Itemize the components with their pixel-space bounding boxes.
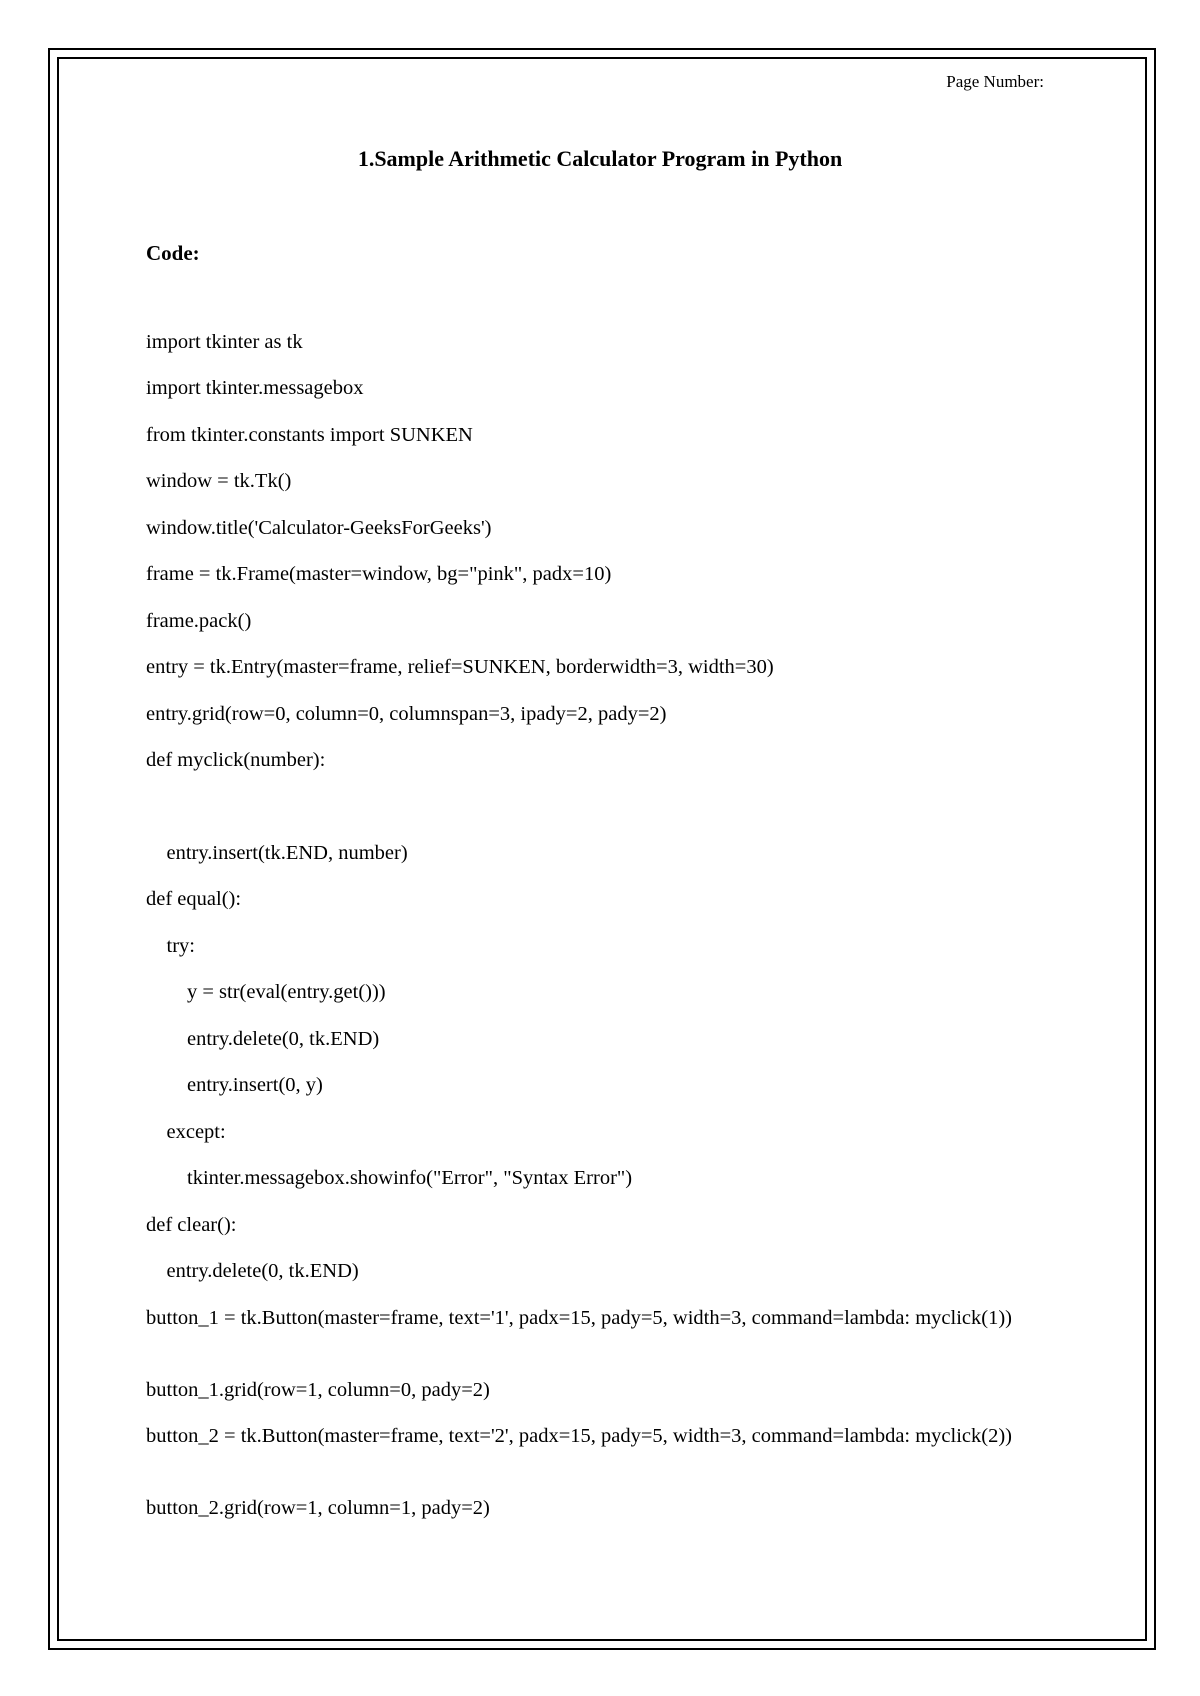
code-line: window = tk.Tk() (146, 470, 292, 492)
code-line: import tkinter as tk (146, 331, 303, 353)
page-number-label: Page Number: (946, 72, 1044, 91)
code-line: button_1.grid(row=1, column=0, pady=2) (146, 1379, 490, 1401)
code-line: entry.grid(row=0, column=0, columnspan=3, ipady=2, pady=2) (146, 703, 667, 725)
code-line: def equal(): (146, 888, 242, 910)
code-line: from tkinter.constants import SUNKEN (146, 424, 473, 446)
code-line: button_1 = tk.Button(master=frame, text='1', padx=15, pady=5, width=3, command=lambda: myclick(1)) (146, 1307, 1013, 1329)
code-line: def myclick(number): (146, 749, 326, 771)
code-line: y = str(eval(entry.get())) (146, 981, 386, 1003)
code-line: entry.insert(tk.END, number) (146, 842, 408, 864)
code-line: entry.insert(0, y) (146, 1074, 323, 1096)
code-line: def clear(): (146, 1214, 237, 1236)
code-line: frame = tk.Frame(master=window, bg="pink", padx=10) (146, 563, 612, 585)
code-line: except: (146, 1121, 226, 1143)
code-heading: Code: (146, 241, 200, 265)
code-line: frame.pack() (146, 610, 252, 632)
document-title: 1.Sample Arithmetic Calculator Program in Python (357, 146, 843, 171)
code-line: entry.delete(0, tk.END) (146, 1028, 380, 1050)
code-line: button_2.grid(row=1, column=1, pady=2) (146, 1497, 490, 1519)
code-line: tkinter.messagebox.showinfo("Error", "Syntax Error") (146, 1167, 633, 1189)
code-line: import tkinter.messagebox (146, 377, 364, 399)
code-line: entry.delete(0, tk.END) (146, 1260, 359, 1282)
code-line: window.title('Calculator-GeeksForGeeks') (146, 517, 492, 539)
code-line: try: (146, 935, 195, 957)
code-line: button_2 = tk.Button(master=frame, text='2', padx=15, pady=5, width=3, command=lambda: myclick(2)) (146, 1425, 1013, 1447)
code-line: entry = tk.Entry(master=frame, relief=SUNKEN, borderwidth=3, width=30) (146, 656, 774, 678)
